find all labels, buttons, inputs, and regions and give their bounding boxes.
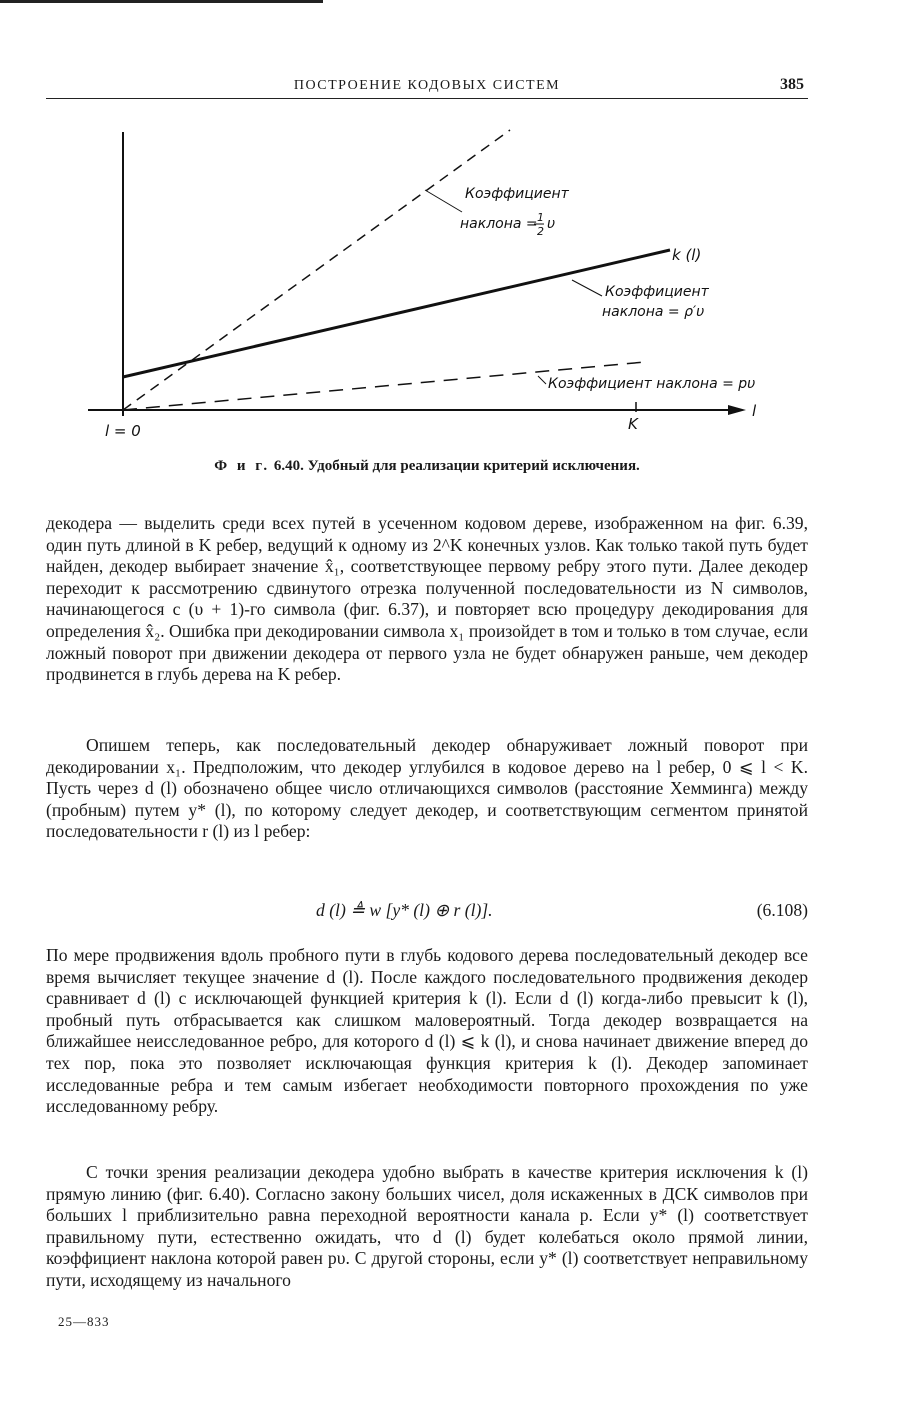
page-number: 385 [780, 76, 804, 93]
paragraph-2 [46, 735, 808, 843]
running-header [46, 76, 808, 99]
label-slope-rho-line1: Коэффициент [605, 284, 709, 300]
equation-6-108 [46, 900, 808, 926]
paragraph-3-text: По мере продвижения вдоль пробного пути в глубь кодового дерева последовательный декодер все время вычисляет текущее значение d (l). После каждого последовательного продвижения декодер сравнивает d (l) с исключающей функцией критерия k (l). Если d (l) когда-либо превысит k (l), пробный путь отбрасывается как слишком маловероятный. Тогда декодер возвращается на ближайшее неисследованное ребро, для которого d (l) ⩽ k (l), и снова начинает движение вперед до тех пор, пока это позволяет исключающая функция критерия k (l). Декодер запоминает исследованные ребра и тем самым избегает необходимости повторного прохождения по уже исследованному ребру. [46, 945, 808, 1117]
caption-text: 6.40. Удобный для реализации критерий исключения. [273, 458, 640, 474]
label-slope-half-line1: Коэффициент [465, 186, 569, 202]
solid-line-k-l [123, 250, 670, 377]
leader-slope-p [538, 376, 546, 384]
leader-slope-half [425, 190, 462, 212]
running-title: ПОСТРОЕНИЕ КОДОВЫХ СИСТЕМ [293, 78, 561, 93]
top-rule [0, 0, 323, 3]
x-axis-label: l [752, 402, 757, 420]
label-k-l: k (l) [672, 246, 702, 264]
x-axis-arrow [728, 405, 746, 415]
caption-label: Ф и г. [214, 458, 271, 474]
origin-label: l = 0 [105, 422, 141, 440]
paragraph-1 [46, 513, 808, 686]
label-slope-half-den: 2 [537, 225, 544, 238]
leader-slope-rho [572, 280, 602, 296]
dashed-line-slope-half-v [123, 130, 510, 410]
label-slope-rho-line2: наклона = ρ′υ [602, 304, 705, 320]
equation-number: (6.108) [756, 900, 808, 920]
equation-expression: d (l) ≜ w [y* (l) ⊕ r (l)]. [316, 900, 493, 920]
printer-signature: 25—833 [58, 1314, 110, 1329]
paragraph-1-text: декодера — выделить среди всех путей в усеченном кодовом дереве, изображенном на фиг. 6.39, один путь длиной в K ребер, ведущий к одному из 2^K конечных узлов. Как только такой путь будет найден, декодер выбирает значение x̂₁, соответствующее первому ребру этого пути. Далее декодер переходит к рассмотрению сдвинутого отрезка полученной последовательности из N символов, начинающегося с (υ + 1)-го символа (фиг. 6.37), и повторяет всю процедуру декодирования для определения x̂₂. Ошибка при декодировании символа x₁ произойдет в том и только в том случае, если ложный поворот при движении декодера от первого узла не будет обнаружен раньше, чем декодер продвинется в глубь дерева на K ребер. [46, 513, 808, 685]
K-label: K [628, 415, 638, 433]
label-slope-half-var: υ [547, 216, 556, 232]
paragraph-3 [46, 945, 808, 1118]
label-slope-half-line2: наклона = [460, 216, 538, 232]
label-slope-half-num: 1 [537, 211, 544, 224]
paragraph-4 [46, 1162, 808, 1292]
figure-6-40 [80, 120, 780, 440]
paragraph-4-text: С точки зрения реализации декодера удобно выбрать в качестве критерия исключения k (l) прямую линию (фиг. 6.40). Согласно закону больших чисел, доля искаженных в ДСК символов при больших l приблизительно равна переходной вероятности канала p. Если y* (l) соответствует правильному пути, естественно ожидать, что d (l) будет колебаться около прямой линии, коэффициент наклона которой равен pυ. С другой стороны, если y* (l) соответствует неправильному пути, исходящему из начального [46, 1162, 808, 1290]
figure-caption [46, 458, 808, 475]
paragraph-2-text: Опишем теперь, как последовательный декодер обнаруживает ложный поворот при декодировании x₁. Предположим, что декодер углубился в кодовое дерево на l ребер, 0 ⩽ l < K. Пусть через d (l) обозначено общее число отличающихся символов (расстояние Хемминга) между (пробным) путем y* (l), по которому следует декодер, и соответствующим сегментом принятой последовательности r (l) из l ребер: [46, 735, 808, 842]
label-slope-p: Коэффициент наклона = pυ [548, 376, 756, 392]
